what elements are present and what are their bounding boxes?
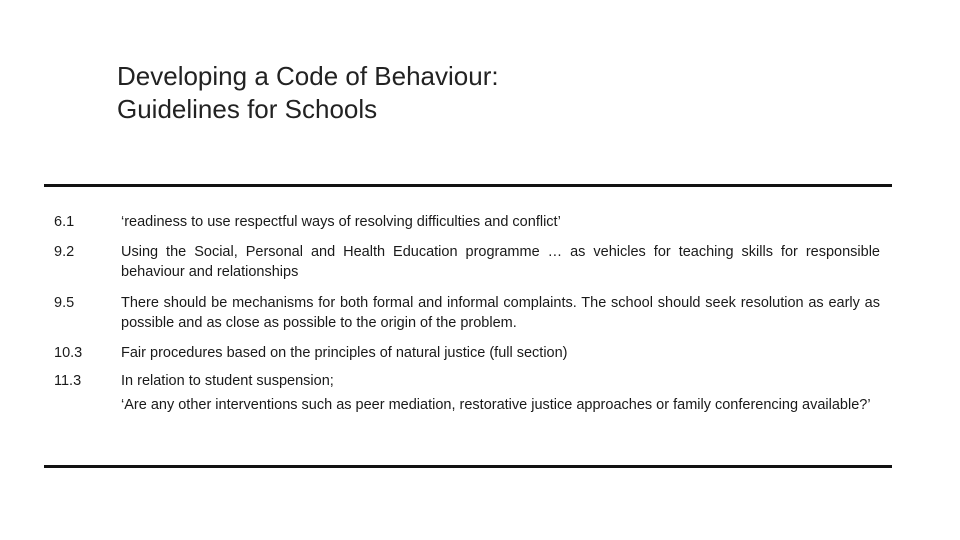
top-divider [44,184,892,187]
guideline-text [121,293,880,333]
section-number: 11.3 [54,373,82,389]
guideline-row-11-3 [54,371,880,415]
guideline-text [121,212,880,232]
guideline-row-10-3 [54,343,880,363]
page-title [117,60,499,126]
guideline-text [121,371,880,415]
guideline-text [121,242,880,282]
page-title-line-1: Developing a Code of Behaviour: [117,61,499,91]
guideline-paragraph: In relation to student suspension; [121,373,334,389]
guideline-paragraph: There should be mechanisms for both formal and informal complaints. The school should seek resolution as early as possible and as close as possible to the origin of the problem. [121,295,880,331]
page-title-line-2: Guidelines for Schools [117,94,378,124]
section-number: 9.5 [54,295,75,311]
guideline-paragraph: ‘Are any other interventions such as peer mediation, restorative justice approaches or family conferencing available?’ [121,397,871,413]
guideline-row-6-1 [54,212,880,232]
guideline-row-9-5 [54,293,880,333]
guideline-paragraph: Fair procedures based on the principles of natural justice (full section) [121,345,568,361]
guideline-paragraph: Using the Social, Personal and Health Education programme … as vehicles for teaching skills for responsible behaviour and relationships [121,244,880,280]
section-number: 6.1 [54,214,75,230]
section-number: 10.3 [54,345,83,361]
section-number: 9.2 [54,244,75,260]
guideline-row-9-2 [54,242,880,282]
guideline-text [121,343,880,363]
guideline-paragraph: ‘readiness to use respectful ways of resolving difficulties and conflict’ [121,214,561,230]
bottom-divider [44,465,892,468]
